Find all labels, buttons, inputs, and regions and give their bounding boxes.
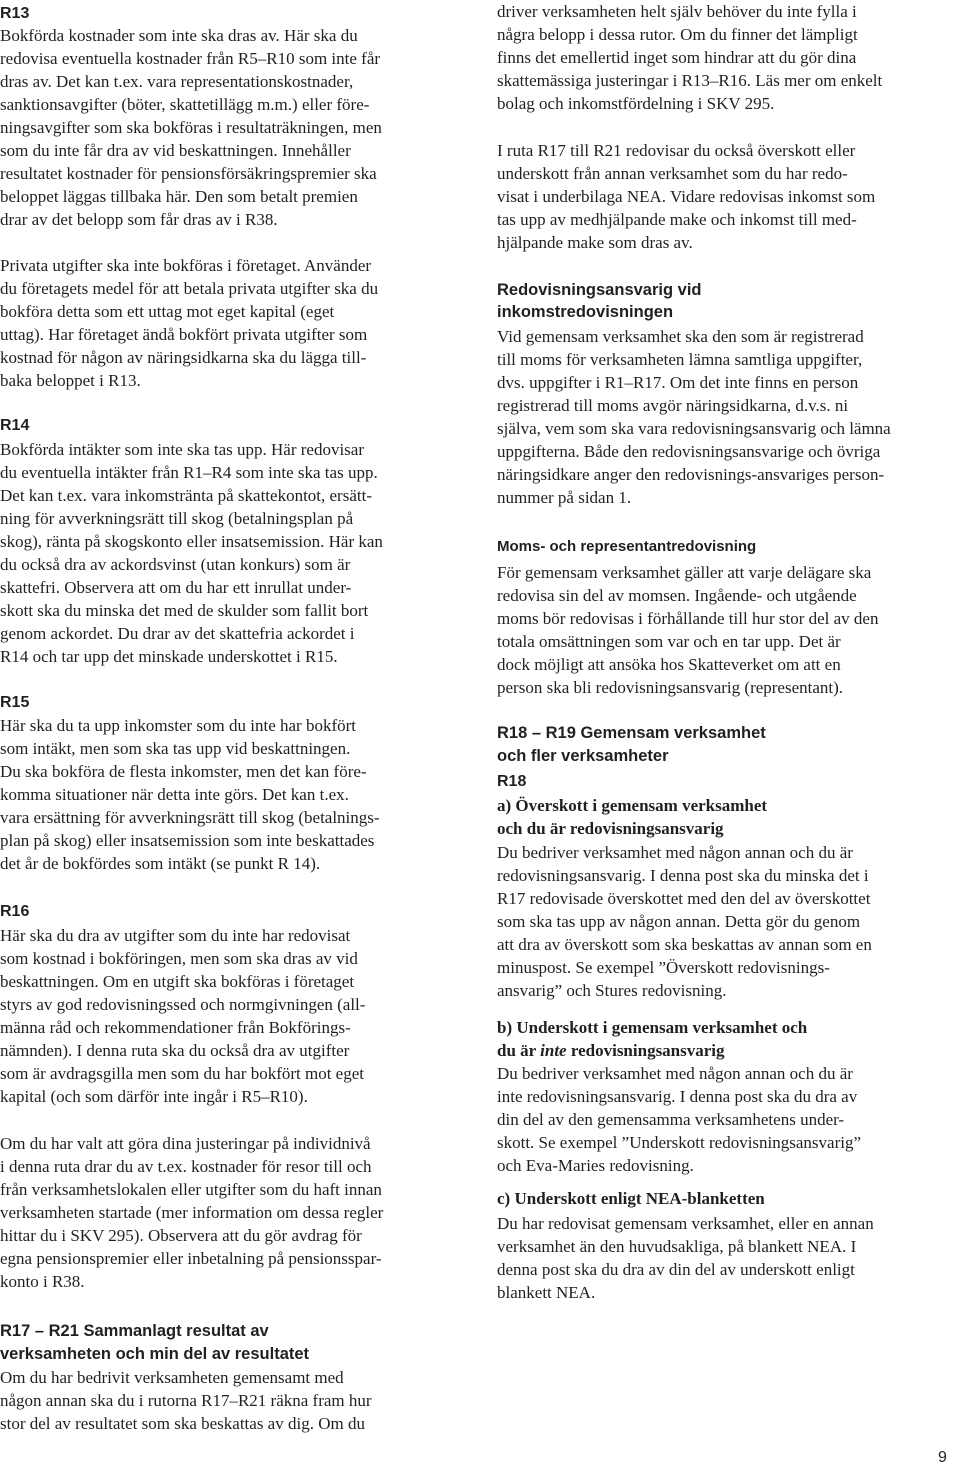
text-line: baka beloppet i R13. (0, 371, 141, 390)
text-line: i denna ruta drar du av t.ex. kostnader för resor till och (0, 1157, 372, 1176)
text-line: till moms för verksamheten lämna samtliga uppgifter, (497, 350, 863, 369)
text-line: uppgifterna. Både den redovisningsansvarige och övriga (497, 442, 881, 461)
text-line: sanktionsavgifter (böter, skattetillägg m.m.) eller före- (0, 95, 370, 114)
text-line: nummer på sidan 1. (497, 488, 632, 507)
heading: Redovisningsansvarig vid (497, 281, 702, 299)
text-line: som är avdragsgilla men som du har bokfört mot eget (0, 1064, 364, 1083)
heading: Moms- och representantredovisning (497, 538, 757, 555)
text-line: denna post ska du dra av din del av underskott enligt (497, 1260, 855, 1279)
text-line: beloppet läggas tillbaka här. Den som betalt premien (0, 187, 358, 206)
text-line: b) Underskott i gemensam verksamhet och (497, 1018, 808, 1037)
text-line: Här ska du dra av utgifter som du inte har redovisat (0, 926, 351, 945)
text-line: Du bedriver verksamhet med någon annan och du är (497, 1064, 853, 1083)
text-line: och du är redovisningsansvarig (497, 819, 724, 838)
text-line: beskattningen. Om en utgift ska bokföras i företaget (0, 972, 355, 991)
text-line: person ska bli redovisningsansvarig (representant). (497, 678, 844, 697)
page-number: 9 (938, 1449, 947, 1466)
text-line: hittar du i SKV 295). Observera att du gör avdrag för (0, 1226, 362, 1245)
text-line: Om du har valt att göra dina justeringar på individnivå (0, 1134, 371, 1153)
text-line: genom ackordet. Du drar av det skattefria ackordet i (0, 624, 355, 643)
text-line: Du har redovisat gemensam verksamhet, eller en annan (497, 1214, 874, 1233)
text-line: några belopp i dessa rutor. Om du finner det lämpligt (497, 25, 858, 44)
text-line: skattefri. Observera att om du har ett inrullat under- (0, 578, 352, 597)
text-line: driver verksamheten helt själv behöver du inte fylla i (497, 2, 857, 21)
heading: R14 (0, 417, 30, 434)
heading: och fler verksamheter (497, 747, 669, 765)
text-line: som intäkt, men som ska tas upp vid beskattningen. (0, 739, 351, 758)
text-line: själva, vem som ska vara redovisningsansvarig och lämna (497, 419, 891, 438)
heading: R15 (0, 694, 30, 711)
heading: verksamheten och min del av resultatet (0, 1345, 310, 1363)
heading: R16 (0, 903, 30, 920)
text-line: dras av. Det kan t.ex. vara representationskostnader, (0, 72, 354, 91)
text-line: a) Överskott i gemensam verksamhet (497, 796, 768, 815)
text-line: nämnden). I denna ruta ska du också dra av utgifter (0, 1041, 350, 1060)
heading: R13 (0, 5, 30, 22)
text-line: det år de bokfördes som intäkt (se punkt R 14). (0, 854, 321, 873)
text-line: din del av den gemensamma verksamhetens under- (497, 1110, 845, 1129)
text-line: R14 och tar upp det minskade underskottet i R15. (0, 647, 338, 666)
text-line: bokföra detta som ett uttag mot eget kapital (eget (0, 302, 335, 321)
text-line: ningsavgifter som ska bokföras i resultaträkningen, men (0, 118, 382, 137)
text-line: Du ska bokföra de flesta inkomster, men det kan före- (0, 762, 367, 781)
text-line: Det kan t.ex. vara inkomstränta på skattekontot, ersätt- (0, 486, 372, 505)
text-line: verksamheten startade (mer information om dessa regler (0, 1203, 384, 1222)
text-line: någon annan ska du i rutorna R17–R21 räkna fram hur (0, 1391, 372, 1410)
text-line: konto i R38. (0, 1272, 85, 1291)
text-line: kapital (och som därför inte ingår i R5–R10). (0, 1087, 308, 1106)
heading: R18 – R19 Gemensam verksamhet (497, 724, 766, 742)
text-line: inte redovisningsansvarig. I denna post ska du dra av (497, 1087, 858, 1106)
text-line: komma situationer när detta inte görs. Det kan t.ex. (0, 785, 349, 804)
text-line: och Eva-Maries redovisning. (497, 1156, 694, 1175)
text-line: dvs. uppgifter i R1–R17. Om det inte finns en person (497, 373, 859, 392)
text-line: ning för avverkningsrätt till skog (betalningsplan på (0, 509, 354, 528)
text-line: egna pensionspremier eller inbetalning på pensionsspar- (0, 1249, 382, 1268)
text-line: minuspost. Se exempel ”Överskott redovisnings- (497, 958, 830, 977)
text-line: Privata utgifter ska inte bokföras i företaget. Använder (0, 256, 372, 275)
text-line: För gemensam verksamhet gäller att varje delägare ska (497, 563, 872, 582)
text-line: skott ska du minska det med de skulder som fallit bort (0, 601, 369, 620)
text-line: styrs av god redovisningssed och normgivningen (all- (0, 995, 366, 1014)
text-line: ansvarig” och Stures redovisning. (497, 981, 727, 1000)
text-line: underskott från annan verksamhet som du har redo- (497, 164, 848, 183)
text-line: skog), ränta på skogskonto eller insatsemission. Här kan (0, 532, 383, 551)
text-line: näringsidkare anger den redovisnings-ansvariges person- (497, 465, 885, 484)
text-line: plan på skog) eller insatsemission som inte beskattades (0, 831, 375, 850)
text-line: att dra av överskott som ska beskattas av annan som en (497, 935, 872, 954)
text-line: Du bedriver verksamhet med någon annan och du är (497, 843, 853, 862)
text-line: I ruta R17 till R21 redovisar du också överskott eller (497, 141, 856, 160)
text-line: skattemässiga justeringar i R13–R16. Läs mer om enkelt (497, 71, 883, 90)
text-line: R17 redovisade överskottet med den del av överskottet (497, 889, 871, 908)
text-line: vara ersättning för avverkningsrätt till skog (betalnings- (0, 808, 380, 827)
text-line: hjälpande make som dras av. (497, 233, 693, 252)
text-line: som du inte får dra av vid beskattningen. Innehåller (0, 141, 351, 160)
text-line: Vid gemensam verksamhet ska den som är registrerad (497, 327, 864, 346)
text-line: finns det emellertid inget som hindrar att du gör dina (497, 48, 857, 67)
text-line: drar av det belopp som får dras av i R38. (0, 210, 278, 229)
text-line: c) Underskott enligt NEA-blanketten (497, 1189, 765, 1208)
text-line: Om du har bedrivit verksamheten gemensamt med (0, 1368, 344, 1387)
text-line: skott. Se exempel ”Underskott redovisningsansvarig” (497, 1133, 862, 1152)
heading: R17 – R21 Sammanlagt resultat av (0, 1322, 269, 1340)
text-line: registrerad till moms avgör näringsidkarna, d.v.s. ni (497, 396, 849, 415)
heading: inkomstredovisningen (497, 303, 674, 321)
text-line: redovisa eventuella kostnader från R5–R10 som inte får (0, 49, 381, 68)
text-line: redovisningsansvarig. I denna post ska du minska det i (497, 866, 869, 885)
text-line: du är inte redovisningsansvarig (497, 1041, 725, 1060)
text-line: uttag). Har företaget ändå bokfört privata utgifter som (0, 325, 368, 344)
text-line: totala omsättningen som var och en tar upp. Det är (497, 632, 841, 651)
text-line: verksamhet än den huvudsakliga, på blankett NEA. I (497, 1237, 857, 1256)
text-line: du eventuella intäkter från R1–R4 som inte ska tas upp. (0, 463, 378, 482)
text-line: du också dra av ackordsvinst (utan konkurs) som är (0, 555, 351, 574)
text-line: kostnad för någon av näringsidkarna ska du lägga till- (0, 348, 367, 367)
text-line: visat i underbilaga NEA. Vidare redovisas inkomst som (497, 187, 876, 206)
text-line: blankett NEA. (497, 1283, 596, 1302)
text-line: Bokförda kostnader som inte ska dras av. Här ska du (0, 26, 358, 45)
text-line: Här ska du ta upp inkomster som du inte har bokfört (0, 716, 356, 735)
text-line: från verksamhetslokalen eller utgifter som du haft innan (0, 1180, 382, 1199)
text-line: redovisa sin del av momsen. Ingående- och utgående (497, 586, 857, 605)
text-line: tas upp av medhjälpande make och inkomst till med- (497, 210, 857, 229)
text-line: du företagets medel för att betala privata utgifter ska du (0, 279, 379, 298)
text-line: som kostnad i bokföringen, men som ska dras av vid (0, 949, 358, 968)
heading: R18 (497, 773, 527, 790)
text-line: männa råd och rekommendationer från Bokförings- (0, 1018, 351, 1037)
text-line: Bokförda intäkter som inte ska tas upp. Här redovisar (0, 440, 364, 459)
text-line: resultatet kostnader för pensionsförsäkringspremier ska (0, 164, 377, 183)
text-line: som ska tas upp av någon annan. Detta gör du genom (497, 912, 861, 931)
text-line: moms bör redovisas i förhållande till hur stor del av den (497, 609, 879, 628)
text-line: stor del av resultatet som ska beskattas av dig. Om du (0, 1414, 365, 1433)
text-line: dock möjligt att ansöka hos Skatteverket om att en (497, 655, 841, 674)
text-line: bolag och inkomstfördelning i SKV 295. (497, 94, 775, 113)
